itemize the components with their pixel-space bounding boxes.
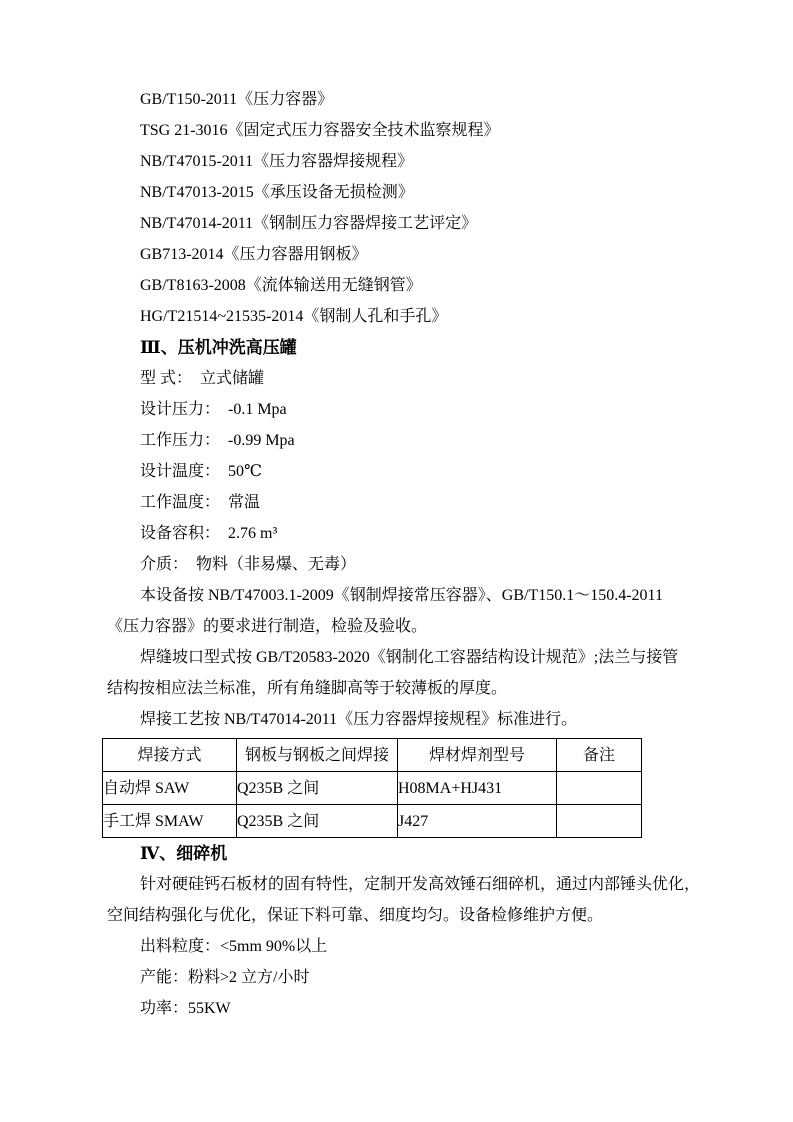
welding-table-cell [557,772,642,805]
paragraph-line: 焊缝坡口型式按 GB/T20583-2020《钢制化工容器结构设计规范》;法兰与接管 [140,649,679,666]
spec-line-output-granularity: 出料粒度：<5mm 90%以上 [140,938,328,955]
welding-table-header-row [103,739,642,772]
paragraph-line: 《压力容器》的要求进行制造，检验及验收。 [107,618,428,635]
paragraph-line: 本设备按 NB/T47003.1-2009《钢制焊接常压容器》、GB/T150.1～150.4-2011 [140,587,663,604]
welding-table-cell: J427 [398,805,557,838]
standard-reference-line: HG/T21514~21535-2014《钢制人孔和手孔》 [140,308,448,325]
standard-reference-line: NB/T47014-2011《钢制压力容器焊接工艺评定》 [140,215,478,232]
section3-title: Ⅲ、压机冲洗高压罐 [140,338,297,357]
welding-table-cell: 手工焊 SMAW [103,805,237,838]
paragraph-line: 空间结构强化与优化，保证下料可靠、细度均匀。设备检修维护方便。 [107,907,604,924]
welding-table-row [103,772,642,805]
spec-line-working-temperature: 工作温度： 常温 [140,494,261,511]
welding-table-row [103,805,642,838]
standard-reference-line: NB/T47015-2011《压力容器焊接规程》 [140,153,414,170]
standard-reference-line: GB/T150-2011《压力容器》 [140,91,334,108]
standard-reference-line: GB713-2014《压力容器用钢板》 [140,246,368,263]
section4-title: Ⅳ、细碎机 [140,844,228,863]
welding-table [102,738,642,838]
welding-table-header-cell: 钢板与钢板之间焊接 [237,739,398,772]
spec-line-design-pressure: 设计压力： -0.1 Mpa [140,401,287,418]
spec-line-capacity: 产能：粉料>2 立方/小时 [140,969,310,986]
spec-line-working-pressure: 工作压力： -0.99 Mpa [140,432,295,449]
paragraph-line: 针对硬硅钙石板材的固有特性，定制开发高效锤石细碎机，通过内部锤头优化， [140,876,701,893]
standard-reference-line: GB/T8163-2008《流体输送用无缝钢管》 [140,277,422,294]
welding-table-cell: Q235B 之间 [237,772,398,805]
paragraph-line: 结构按相应法兰标准，所有角缝脚高等于较薄板的厚度。 [107,680,508,697]
welding-table-cell: H08MA+HJ431 [398,772,557,805]
document-content [103,84,707,1024]
welding-table-header-cell: 焊材焊剂型号 [398,739,557,772]
paragraph-line: 焊接工艺按 NB/T47014-2011《压力容器焊接规程》标准进行。 [140,711,578,728]
spec-line-type: 型 式： 立式储罐 [140,370,265,387]
welding-table-cell: Q235B 之间 [237,805,398,838]
spec-line-medium: 介质： 物料（非易爆、无毒） [140,556,357,573]
standard-reference-line: NB/T47013-2015《承压设备无损检测》 [140,184,414,201]
welding-table-cell [557,805,642,838]
spec-line-power: 功率：55KW [140,1000,231,1017]
spec-line-design-temperature: 设计温度： 50℃ [140,463,262,480]
standard-reference-line: TSG 21-3016《固定式压力容器安全技术监察规程》 [140,122,500,139]
spec-line-volume: 设备容积： 2.76 m³ [140,525,278,542]
welding-table-header-cell: 焊接方式 [103,739,237,772]
welding-table-header-cell: 备注 [557,739,642,772]
welding-table-cell: 自动焊 SAW [103,772,237,805]
